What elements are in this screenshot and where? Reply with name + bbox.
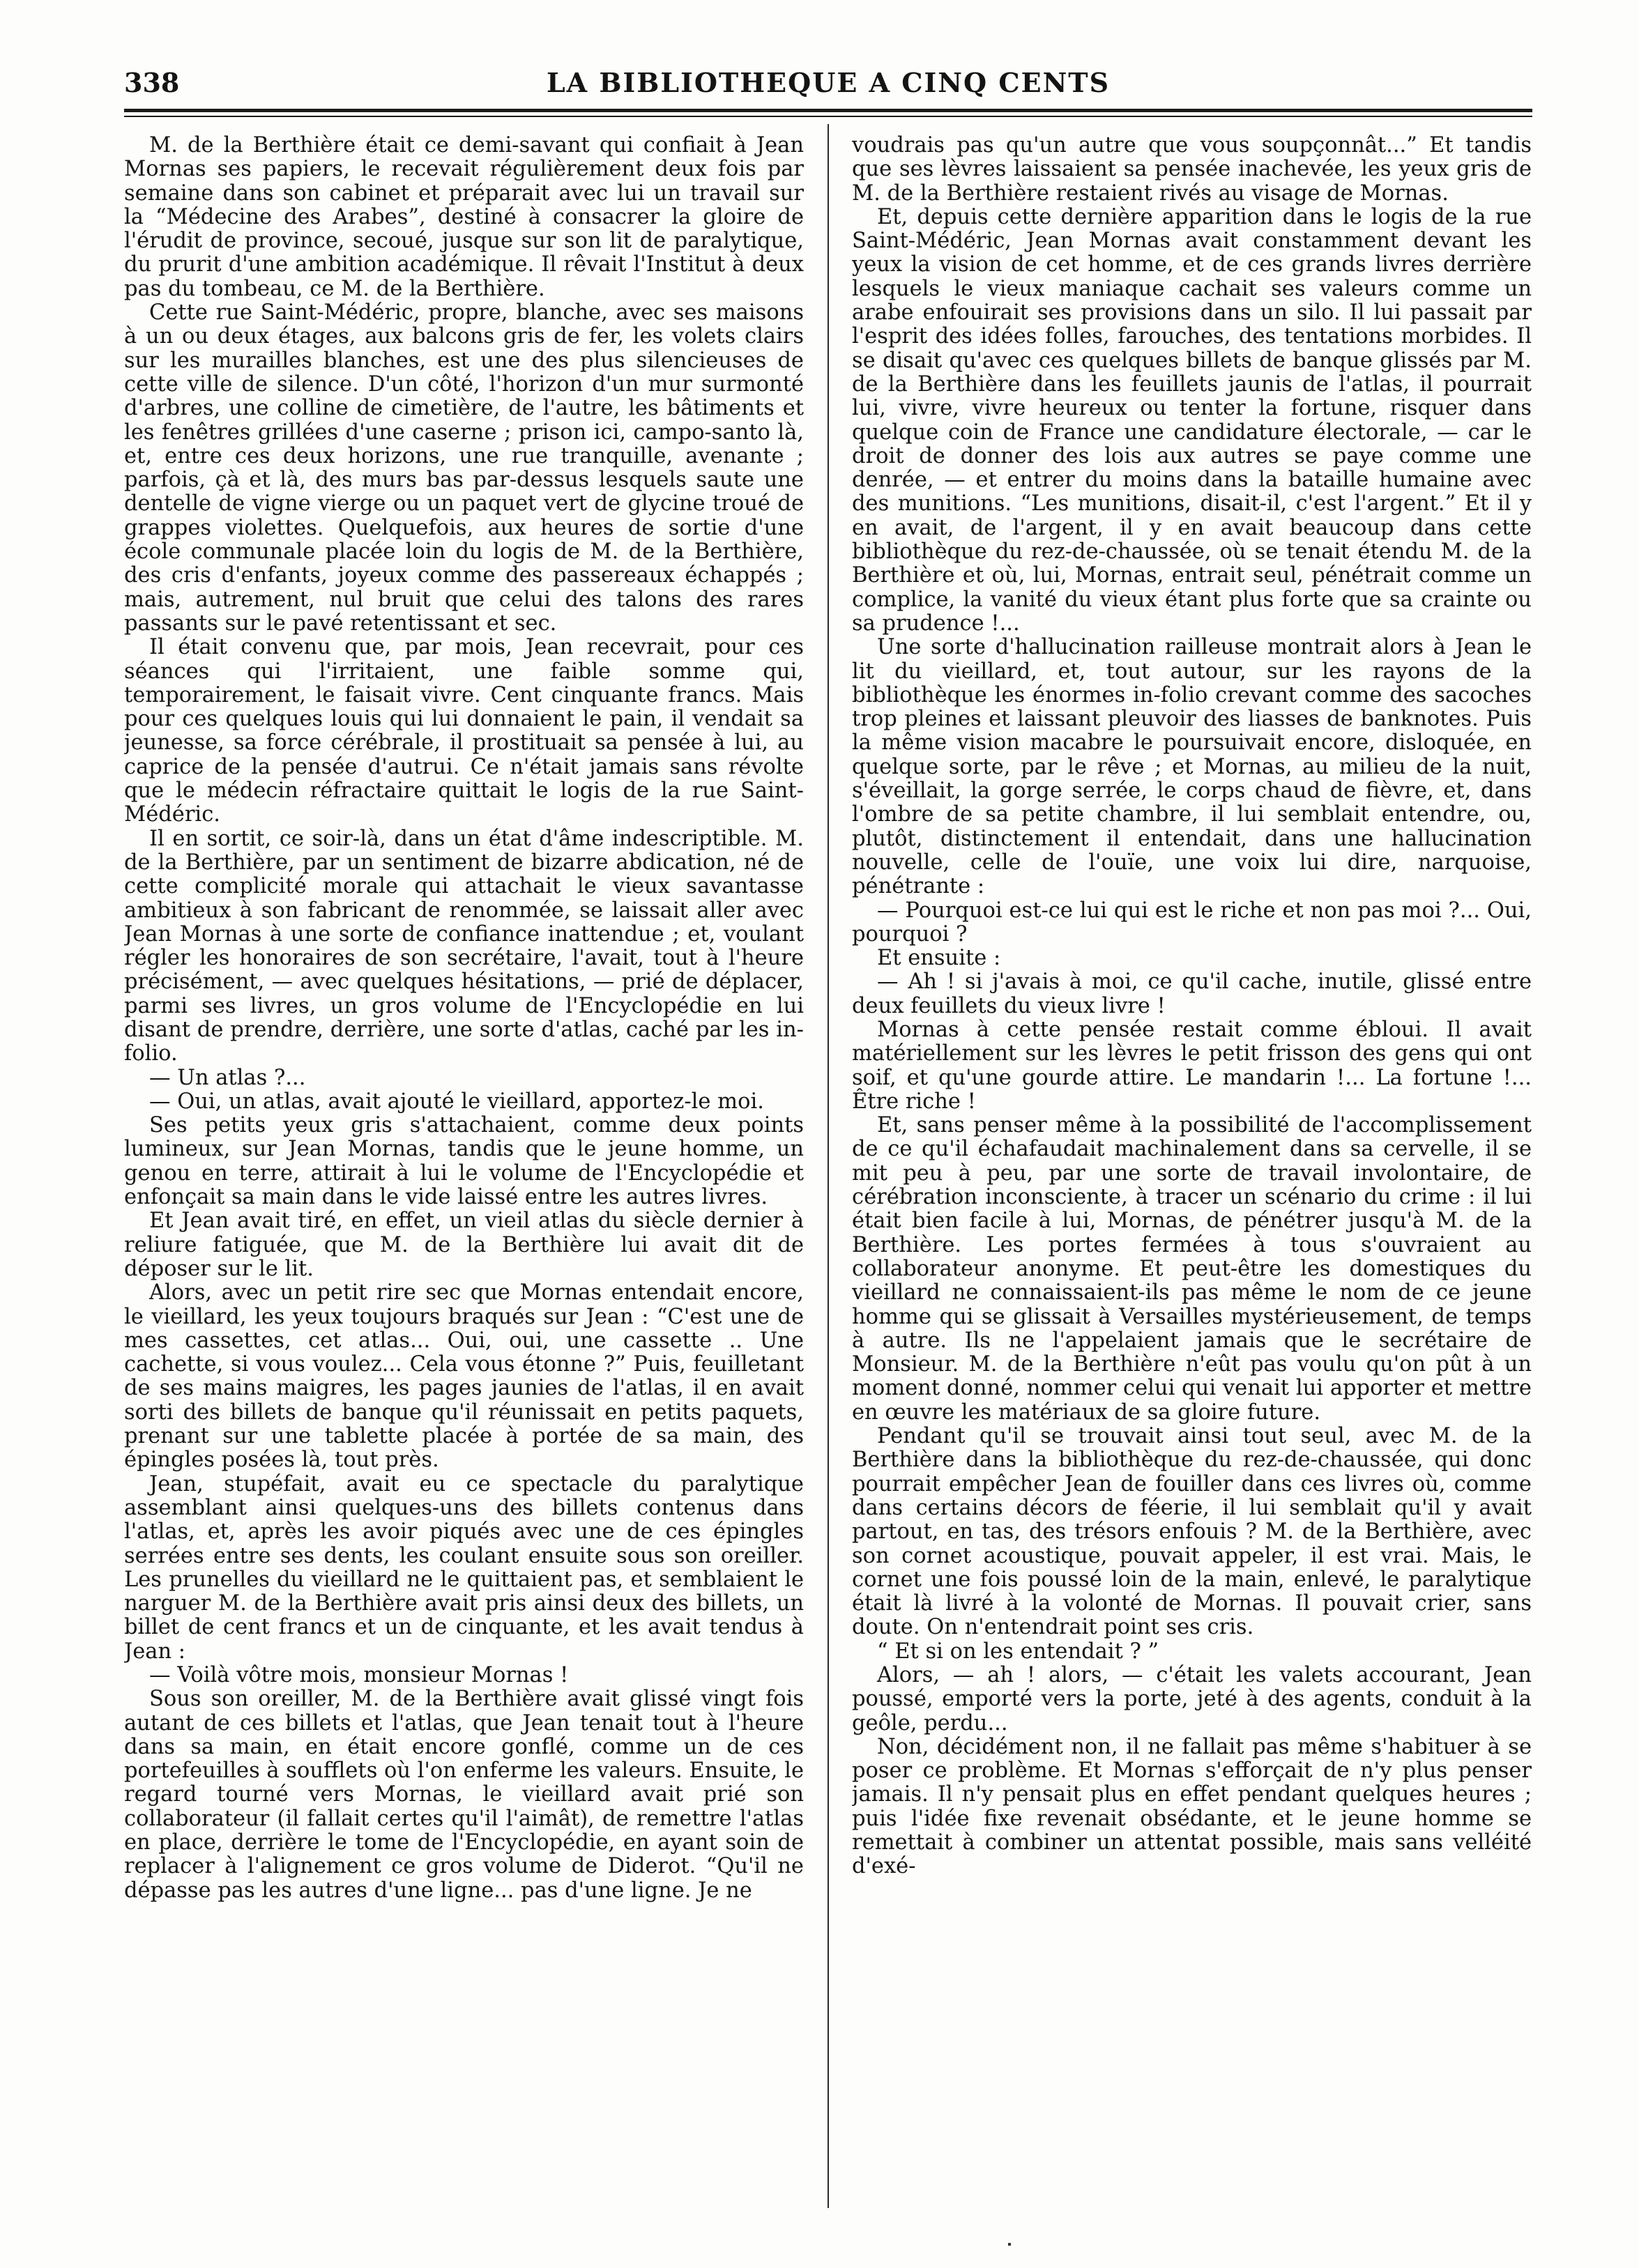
print-speck: [1008, 2243, 1011, 2246]
paragraph: Mornas à cette pensée restait comme ébloui. Il avait matériellement sur les lèvres le petit frisson des gens qui ont soif, et qu'une gourde attire. Le mandarin !... La fortune !... Être riche !: [852, 1017, 1532, 1114]
paragraph: Alors, — ah ! alors, — c'était les valets accourant, Jean poussé, emporté vers la porte, jeté à des agents, conduit à la geôle, perdu...: [852, 1663, 1532, 1736]
paragraph: Pendant qu'il se trouvait ainsi tout seul, avec M. de la Berthière dans la bibliothèque du rez-de-chaussée, qui donc pourrait empêcher Jean de fouiller dans ces livres où, comme dans certains décors de féerie, il lui semblait qu'il y avait partout, en tas, des trésors enfouis ? M. de la Berthière, avec son cornet acoustique, pouvait appeler, il est vrai. Mais, le cornet une fois poussé loin de la main, enlevé, le paralytique était là livré à la volonté de Mornas. Il pouvait crier, sans doute. On n'entendrait point ses cris.: [852, 1424, 1532, 1640]
paragraph: Il était convenu que, par mois, Jean recevrait, pour ces séances qui l'irritaient, une faible somme qui, temporairement, le faisait vivre. Cent cinquante francs. Mais pour ces quelques louis qui lui donnaient le pain, il vendait sa jeunesse, sa force cérébrale, il prostituait sa pensée à lui, au caprice de la pensée d'autrui. Ce n'était jamais sans révolte que le médecin réfractaire quittait le logis de la rue Saint-Médéric.: [124, 635, 804, 827]
paragraph: Cette rue Saint-Médéric, propre, blanche, avec ses maisons à un ou deux étages, aux balcons gris de fer, les volets clairs sur les murailles blanches, est une des plus silencieuses de cette ville de silence. D'un côté, l'horizon d'un mur surmonté d'arbres, une colline de cimetière, de l'autre, les bâtiments et les fenêtres grillées d'une caserne ; prison ici, campo-santo là, et, entre ces deux horizons, une rue tranquille, avenante ; parfois, çà et là, des murs bas par-dessus lesquels saute une dentelle de vigne vierge ou un paquet vert de glycine troué de grappes violettes. Quelquefois, aux heures de sortie d'une école communale placée loin du logis de M. de la Berthière, des cris d'enfants, joyeux comme des passereaux échappés ; mais, autrement, nul bruit que celui des talons des rares passants sur le pavé retentissant et sec.: [124, 300, 804, 636]
paragraph: Jean, stupéfait, avait eu ce spectacle du paralytique assemblant ainsi quelques-uns des billets contenus dans l'atlas, et, après les avoir piqués avec une de ces épingles serrées entre ses dents, les coulant ensuite sous son oreiller. Les prunelles du vieillard ne le quittaient pas, et semblaient le narguer M. de la Berthière avait pris ainsi deux des billets, un billet de cent francs et un de cinquante, et les avait tendus à Jean :: [124, 1471, 804, 1664]
dialogue-line: — Oui, un atlas, avait ajouté le vieillard, apportez-le moi.: [149, 1089, 764, 1114]
page-header: [124, 67, 1532, 99]
page-number: 338: [124, 67, 180, 98]
left-column: [124, 134, 804, 2218]
paragraph: M. de la Berthière était ce demi-savant qui confiait à Jean Mornas ses papiers, le recevait régulièrement deux fois par semaine dans son cabinet et préparait avec lui un travail sur la “Médecine des Arabes”, destiné à consacrer la gloire de l'érudit de province, secoué, jusque sur son lit de paralytique, du prurit d'une ambition académique. Il rêvait l'Institut à deux pas du tombeau, ce M. de la Berthière.: [124, 134, 804, 301]
header-rule-thick: [124, 109, 1532, 112]
paragraph: Et ensuite :: [877, 946, 1001, 971]
paragraph: Et, depuis cette dernière apparition dans le logis de la rue Saint-Médéric, Jean Mornas avait constamment devant les yeux la vision de cet homme, et de ces grands livres derrière lesquels le vieux maniaque cachait ses valeurs comme un arabe enfouirait ses provisions dans un silo. Il lui passait par l'esprit des idées folles, farouches, des tentations morbides. Il se disait qu'avec ces quelques billets de banque glissés par M. de la Berthière dans les feuillets jaunis de l'atlas, il pourrait lui, vivre, vivre heureux ou tenter la fortune, risquer dans quelque coin de France une candidature électorale, — car le droit de donner des lois aux autres se paye comme une denrée, — et entrer du moins dans la bataille humaine avec des munitions. “Les munitions, disait-il, c'est l'argent.” Et il y en avait, de l'argent, il y en avait beaucoup dans cette bibliothèque du rez-de-chaussée, où se tenait étendu M. de la Berthière et où, lui, Mornas, entrait seul, pénétrait comme un complice, la vanité du vieux étant plus forte que sa crainte ou sa prudence !...: [852, 204, 1532, 636]
paragraph: Sous son oreiller, M. de la Berthière avait glissé vingt fois autant de ces billets et l'atlas, que Jean tenait tout à l'heure dans sa main, en était encore gonflé, comme un de ces portefeuilles à soufflets où l'on enferme les valeurs. Ensuite, le regard tourné vers Mornas, le vieillard avait prié son collaborateur (il fallait certes qu'il l'aimât), de remettre l'atlas en place, derrière le tome de l'Encyclopédie, en ayant soin de replacer à l'alignement ce gros volume de Diderot. “Qu'il ne dépasse pas les autres d'une ligne... pas d'une ligne. Je ne: [124, 1687, 804, 1903]
paragraph: voudrais pas qu'un autre que vous soupçonnât...” Et tandis que ses lèvres laissaient sa pensée inachevée, les yeux gris de M. de la Berthière restaient rivés au visage de Mornas.: [852, 134, 1532, 206]
dialogue-line: — Pourquoi est-ce lui qui est le riche et non pas moi ?... Oui, pourquoi ?: [852, 898, 1532, 947]
dialogue-line: — Ah ! si j'avais à moi, ce qu'il cache, inutile, glissé entre deux feuillets du vieux livre !: [852, 970, 1532, 1018]
paragraph: Et Jean avait tiré, en effet, un vieil atlas du siècle dernier à reliure fatiguée, que M. de la Berthière lui avait dit de déposer sur le lit.: [124, 1209, 804, 1281]
right-column: [852, 134, 1532, 2218]
paragraph: Alors, avec un petit rire sec que Mornas entendait encore, le vieillard, les yeux toujours braqués sur Jean : “C'est une de mes cassettes, cet atlas... Oui, oui, une cassette .. Une cachette, si vous voulez... Cela vous étonne ?” Puis, feuilletant de ses mains maigres, les pages jaunies de l'atlas, il en avait sorti des billets de banque qu'il réunissait en petits paquets, prenant sur une tablette placée à portée de sa main, des épingles posées là, tout près.: [124, 1280, 804, 1473]
dialogue-line: — Voilà vôtre mois, monsieur Mornas !: [149, 1663, 569, 1687]
column-divider: [828, 124, 829, 2208]
paragraph: Une sorte d'hallucination railleuse montrait alors à Jean le lit du vieillard, et, tout autour, sur les rayons de la bibliothèque les énormes in-folio crevant comme des sacoches trop pleines et laissant pleuvoir des liasses de banknotes. Puis la même vision macabre le poursuivait encore, disloquée, en quelque sorte, par le rêve ; et Mornas, au milieu de la nuit, s'éveillait, la gorge serrée, le corps chaud de fièvre, et, dans l'ombre de sa petite chambre, il lui semblait entendre, ou, plutôt, distinctement il entendait, dans une hallucination nouvelle, celle de l'ouïe, une voix lui dire, narquoise, pénétrante :: [852, 635, 1532, 899]
dialogue-line: — Un atlas ?...: [149, 1065, 306, 1090]
dialogue-line: “ Et si on les entendait ? ”: [877, 1639, 1159, 1664]
running-title: LA BIBLIOTHEQUE A CINQ CENTS: [546, 67, 1111, 98]
paragraph: Non, décidément non, il ne fallait pas même s'habituer à se poser ce problème. Et Mornas s'efforçait de n'y plus penser jamais. Il n'y pensait plus en effet pendant quelques heures ; puis l'idée fixe revenait obsédante, et le jeune homme se remettait à combiner un attentat possible, mais sans velléité d'exé-: [852, 1734, 1532, 1879]
paragraph: Ses petits yeux gris s'attachaient, comme deux points lumineux, sur Jean Mornas, tandis que le jeune homme, un genou en terre, attirait à lui le volume de l'Encyclopédie et enfonçait sa main dans le vide laissé entre les autres livres.: [124, 1113, 804, 1210]
paragraph: Il en sortit, ce soir-là, dans un état d'âme indescriptible. M. de la Berthière, par un sentiment de bizarre abdication, né de cette complicité morale qui attachait le vieux savantasse ambitieux à son fabricant de renommée, se laissait aller avec Jean Mornas à une sorte de confiance inattendue ; et, voulant régler les honoraires de son secrétaire, l'avait, tout à l'heure précisément, — avec quelques hésitations, — prié de déplacer, parmi ses livres, un gros volume de l'Encyclopédie en lui disant de prendre, derrière, une sorte d'atlas, caché par les in-folio.: [124, 826, 804, 1066]
paragraph: Et, sans penser même à la possibilité de l'accomplissement de ce qu'il échafaudait machinalement dans sa cervelle, il se mit peu à peu, par une sorte de travail involontaire, de cérébration inconsciente, à tracer un scénario du crime : il lui était bien facile à lui, Mornas, de pénétrer jusqu'à M. de la Berthière. Les portes fermées à tous s'ouvraient au collaborateur anonyme. Et peut-être les domestiques du vieillard ne connaissaient-ils pas même le nom de ce jeune homme qui se glissait à Versailles mystérieusement, de temps à autre. Ils ne l'appelaient jamais que le secrétaire de Monsieur. M. de la Berthière n'eût pas voulu qu'on pût à un moment donné, nommer celui qui venait lui apporter et mettre en œuvre les matériaux de sa gloire future.: [852, 1113, 1532, 1425]
header-rule-thin: [124, 116, 1532, 117]
